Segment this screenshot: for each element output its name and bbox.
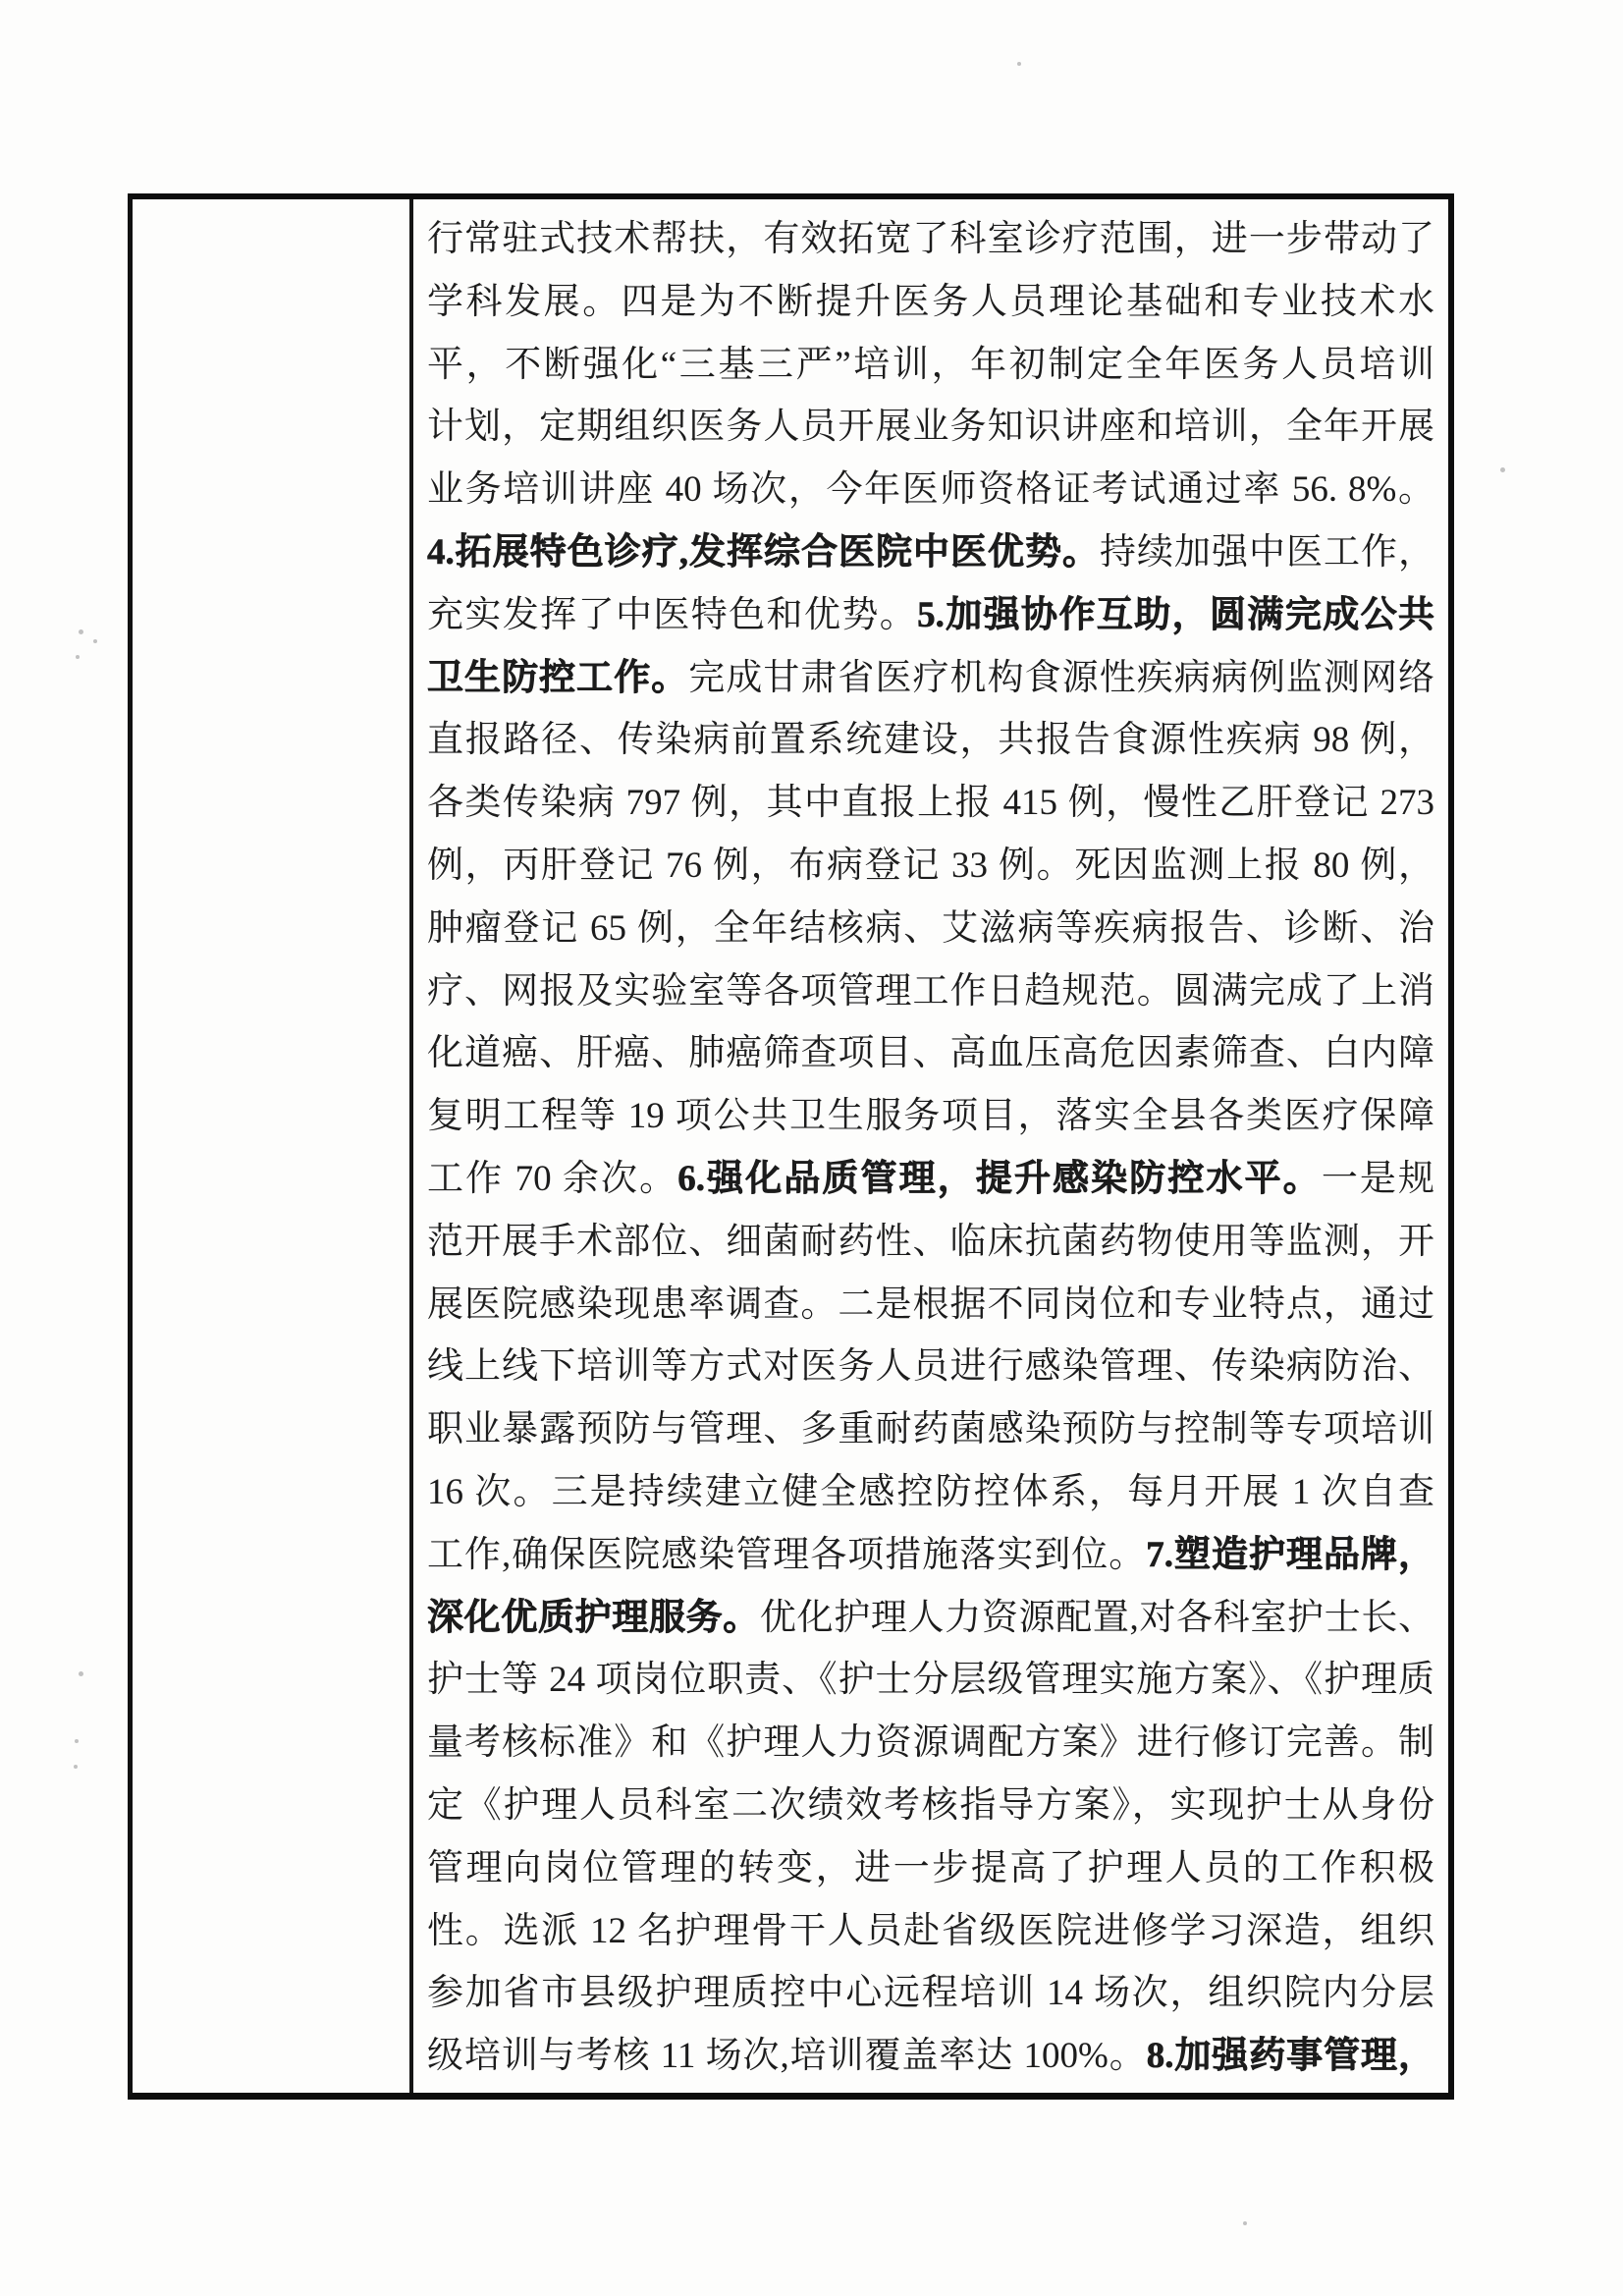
text-line: [427, 1587, 1434, 1650]
bold-text-segment: 6.强化品质管理，提升感染防控水平。: [677, 1158, 1322, 1199]
text-line: [427, 1524, 1434, 1587]
bold-text-segment: 7.塑造护理品牌，: [1146, 1534, 1434, 1575]
text-cell: [413, 199, 1448, 2093]
text-segment: 直报路径、传染病前置系统建设，共报告食源性疾病 98 例，: [427, 720, 1434, 761]
text-line: [427, 1775, 1434, 1837]
text-segment: 一是规: [1321, 1158, 1434, 1199]
scan-speck: [75, 1739, 79, 1743]
text-segment: 工作 70 余次。: [427, 1158, 678, 1199]
text-segment: 肿瘤登记 65 例，全年结核病、艾滋病等疾病报告、诊断、治: [427, 907, 1434, 949]
bold-text-segment: 5.加强协作互助，圆满完成公共: [917, 594, 1434, 635]
text-line: [427, 709, 1434, 772]
text-segment: 业务培训讲座 40 场次，今年医师资格证考试通过率 56. 8%。: [427, 469, 1434, 511]
text-segment: 参加省市县级护理质控中心远程培训 14 场次，组织院内分层: [427, 1973, 1434, 2014]
text-line: [427, 1962, 1434, 2025]
table-left-column-empty: [133, 199, 413, 2093]
text-line: [427, 521, 1434, 584]
text-segment: 各类传染病 797 例，其中直报上报 415 例，慢性乙肝登记 273: [427, 783, 1434, 824]
bold-text-segment: 卫生防控工作。: [427, 657, 689, 698]
text-segment: 性。选派 12 名护理骨干人员赴省级医院进修学习深造，组织: [427, 1910, 1434, 1951]
text-segment: 职业暴露预防与管理、多重耐药菌感染预防与控制等专项培训: [427, 1409, 1434, 1450]
text-line: [427, 1398, 1434, 1461]
text-segment: 定《护理人员科室二次绩效考核指导方案》，实现护士从身份: [427, 1784, 1434, 1826]
text-segment: 完成甘肃省医疗机构食源性疾病病例监测网络: [688, 657, 1434, 698]
text-segment: 例，丙肝登记 76 例，布病登记 33 例。死因监测上报 80 例，: [427, 845, 1434, 886]
text-segment: 持续加强中医工作，: [1100, 531, 1434, 573]
scan-speck: [1500, 467, 1505, 472]
text-segment: 范开展手术部位、细菌耐药性、临床抗菌药物使用等监测，开: [427, 1221, 1434, 1262]
report-table-continuation: [128, 193, 1454, 2100]
text-line: [427, 898, 1434, 960]
scan-speck: [79, 629, 83, 634]
text-line: [427, 1649, 1434, 1712]
text-segment: 16 次。三是持续建立健全感控防控体系，每月开展 1 次自查: [427, 1471, 1434, 1512]
text-segment: 护士等 24 项岗位职责、《护士分层级管理实施方案》、《护理质: [427, 1660, 1434, 1701]
text-line: [427, 1900, 1434, 1963]
text-line: [427, 271, 1434, 334]
text-segment: 行常驻式技术帮扶，有效拓宽了科室诊疗范围，进一步带动了: [427, 219, 1434, 259]
text-segment: 级培训与考核 11 场次,培训覆盖率达 100%。: [427, 2036, 1147, 2077]
text-segment: 工作,确保医院感染管理各项措施落实到位。: [427, 1534, 1147, 1575]
text-line: [427, 1022, 1434, 1085]
scan-speck: [1243, 2221, 1247, 2225]
text-segment: 优化护理人力资源配置,对各科室护士长、: [759, 1597, 1434, 1638]
text-line: [427, 396, 1434, 459]
text-line: [427, 1336, 1434, 1398]
text-line: [427, 1211, 1434, 1274]
text-line: [427, 459, 1434, 521]
bold-text-segment: 8.加强药事管理，: [1146, 2036, 1434, 2077]
text-line: [427, 584, 1434, 647]
text-line: [427, 1461, 1434, 1524]
text-line: [427, 334, 1434, 397]
text-segment: 学科发展。四是为不断提升医务人员理论基础和专业技术水: [427, 281, 1434, 322]
text-segment: 平，不断强化“三基三严”培训，年初制定全年医务人员培训: [427, 344, 1434, 385]
text-line: [427, 960, 1434, 1023]
text-segment: 量考核标准》和《护理人力资源调配方案》进行修订完善。制: [427, 1722, 1434, 1764]
text-segment: 管理向岗位管理的转变，进一步提高了护理人员的工作积极: [427, 1847, 1434, 1888]
bold-text-segment: 深化优质护理服务。: [427, 1597, 760, 1638]
text-segment: 化道癌、肝癌、肺癌筛查项目、高血压高危因素筛查、白内障: [427, 1033, 1434, 1074]
text-line: [427, 1712, 1434, 1775]
text-line: [427, 647, 1434, 710]
scan-speck: [74, 1765, 78, 1769]
text-line: [427, 1274, 1434, 1337]
scan-speck: [93, 639, 97, 643]
text-segment: 充实发挥了中医特色和优势。: [427, 594, 918, 635]
text-segment: 线上线下培训等方式对医务人员进行感染管理、传染病防治、: [427, 1346, 1434, 1388]
scan-speck: [79, 1671, 83, 1676]
text-line: [427, 835, 1434, 898]
text-line: [427, 208, 1434, 271]
bold-text-segment: 4.拓展特色诊疗,发挥综合医院中医优势。: [427, 531, 1100, 573]
text-segment: 复明工程等 19 项公共卫生服务项目，落实全县各类医疗保障: [427, 1096, 1434, 1137]
text-line: [427, 1837, 1434, 1900]
text-line: [427, 772, 1434, 835]
text-line: [427, 1085, 1434, 1148]
text-segment: 疗、网报及实验室等各项管理工作日趋规范。圆满完成了上消: [427, 970, 1434, 1011]
text-line: [427, 2025, 1434, 2088]
text-segment: 计划，定期组织医务人员开展业务知识讲座和培训，全年开展: [427, 407, 1434, 448]
text-segment: 展医院感染现患率调查。二是根据不同岗位和专业特点，通过: [427, 1284, 1434, 1325]
scan-speck: [1017, 62, 1021, 66]
text-line: [427, 1148, 1434, 1211]
scan-speck: [76, 655, 80, 659]
